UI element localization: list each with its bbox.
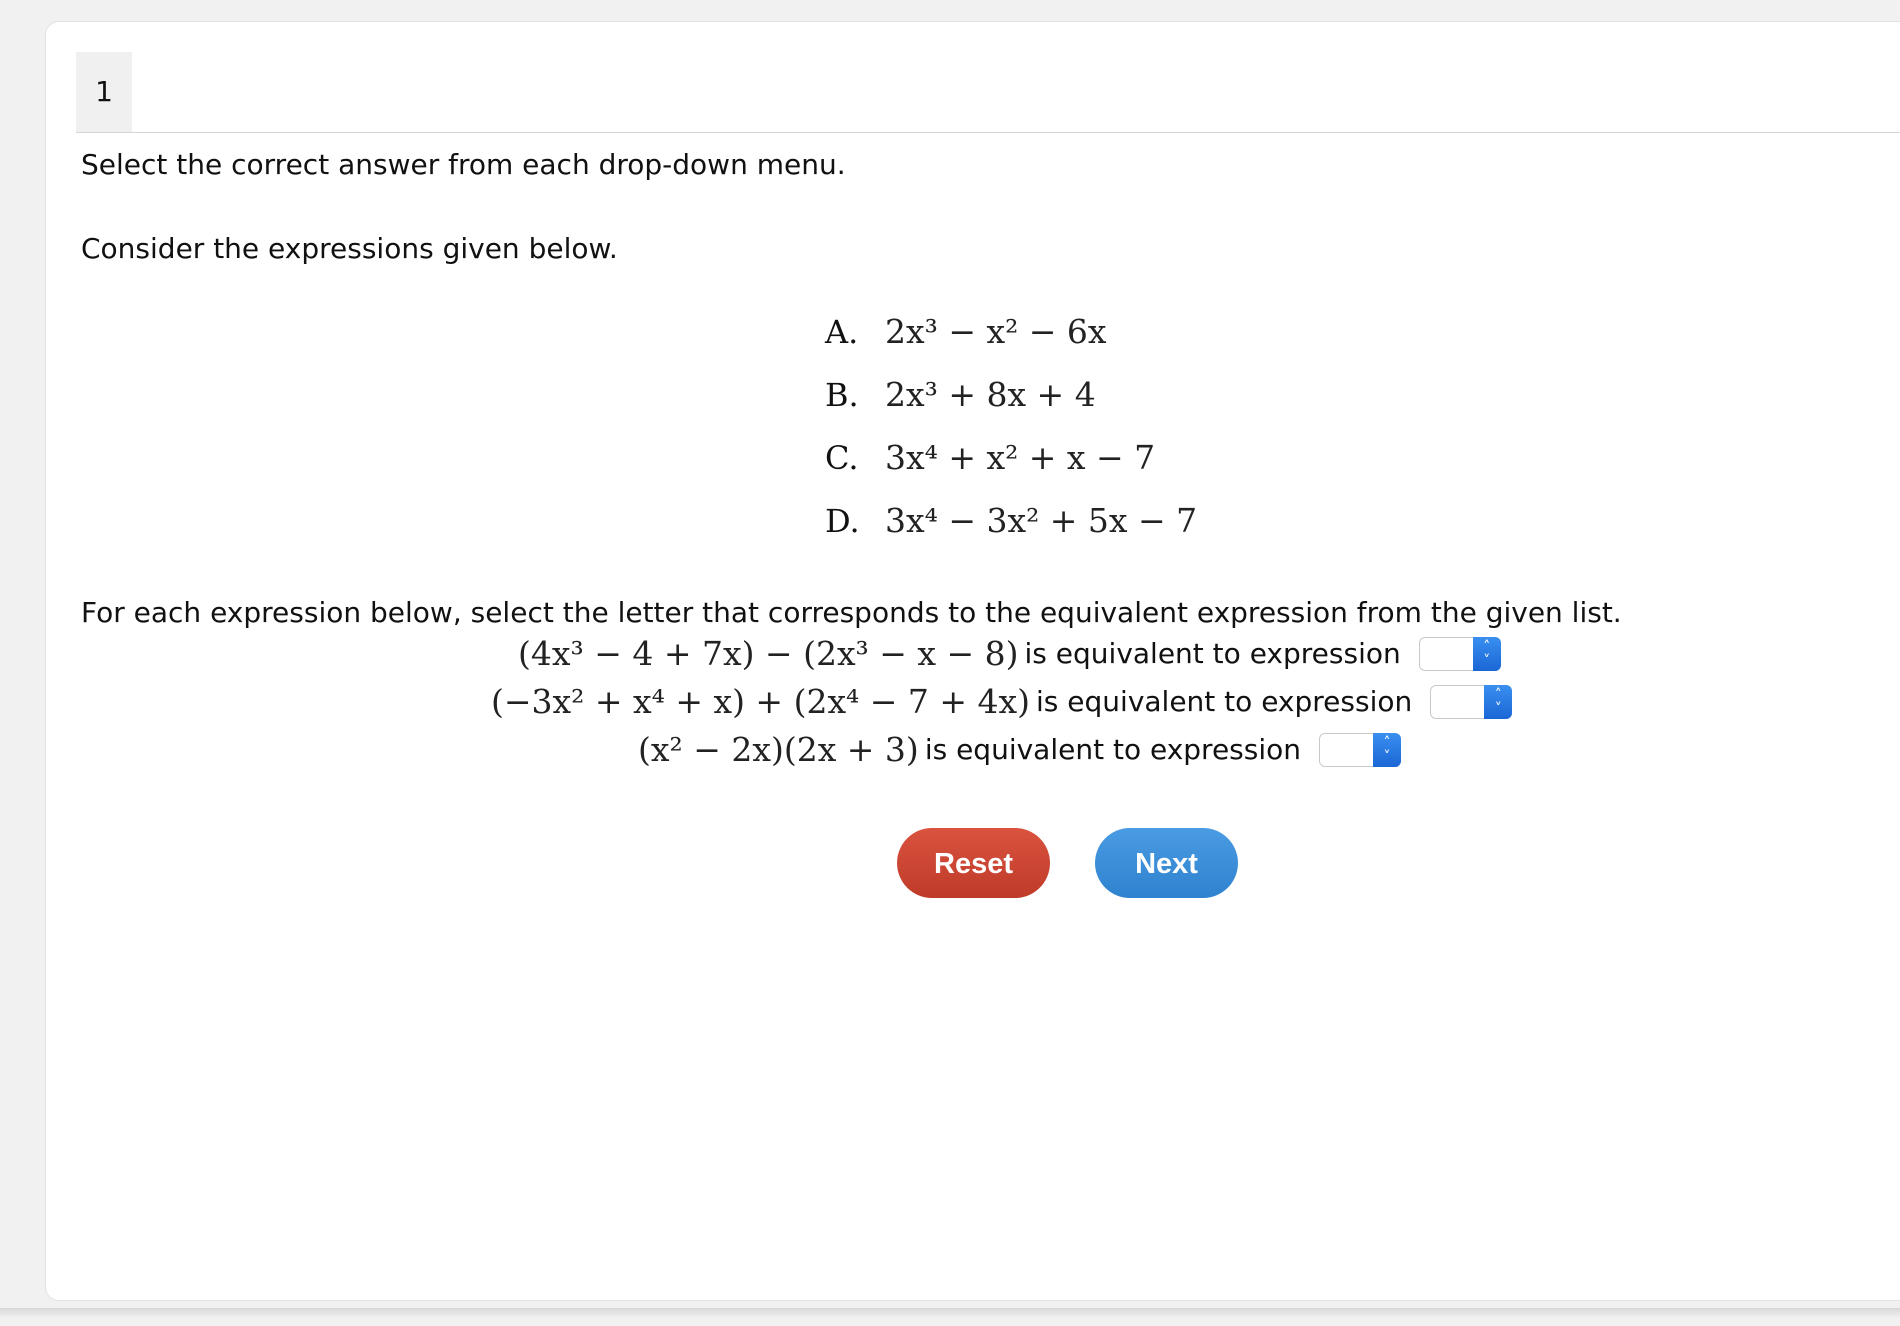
equivalence-row-3 (638, 730, 1401, 769)
equivalence-row-2 (491, 682, 1512, 721)
row-expression: (x² − 2x)(2x + 3) (638, 730, 919, 769)
option-a (825, 300, 1197, 363)
option-expression: 2x³ + 8x + 4 (885, 375, 1096, 414)
row-connector: is equivalent to expression (924, 733, 1302, 766)
option-letter: D. (825, 501, 860, 540)
option-letter: C. (825, 438, 859, 477)
instruction-text: Select the correct answer from each drop-down menu. (81, 148, 846, 181)
option-expression: 2x³ − x² − 6x (885, 312, 1107, 351)
row-expression: (−3x² + x⁴ + x) + (2x⁴ − 7 + 4x) (491, 682, 1031, 721)
chevron-up-down-icon: ˄ ˅ (1473, 637, 1501, 671)
answer-dropdown-3[interactable] (1319, 733, 1401, 767)
row-expression: (4x³ − 4 + 7x) − (2x³ − x − 8) (518, 634, 1019, 673)
equivalence-row-1 (518, 634, 1501, 673)
prompt-text: Consider the expressions given below. (81, 232, 618, 265)
row-connector: is equivalent to expression (1024, 637, 1401, 670)
reset-button[interactable]: Reset (897, 828, 1050, 898)
expression-options (825, 300, 1197, 552)
option-c (825, 426, 1197, 489)
row-connector: is equivalent to expression (1036, 685, 1413, 718)
answer-dropdown-2[interactable] (1430, 685, 1512, 719)
option-expression: 3x⁴ + x² + x − 7 (885, 438, 1156, 477)
question-number: 1 (76, 52, 132, 132)
option-b (825, 363, 1197, 426)
option-letter: A. (825, 312, 859, 351)
chevron-up-down-icon: ˄ ˅ (1373, 733, 1401, 767)
option-d (825, 489, 1197, 552)
option-letter: B. (825, 375, 859, 414)
option-expression: 3x⁴ − 3x² + 5x − 7 (885, 501, 1198, 540)
page-bottom-edge (0, 1308, 1900, 1318)
question-header (76, 52, 1900, 133)
next-button[interactable]: Next (1095, 828, 1238, 898)
answer-dropdown-1[interactable] (1419, 637, 1501, 671)
chevron-up-down-icon: ˄ ˅ (1484, 685, 1512, 719)
task-text: For each expression below, select the letter that corresponds to the equivalent expression from the given list. (81, 596, 1622, 629)
